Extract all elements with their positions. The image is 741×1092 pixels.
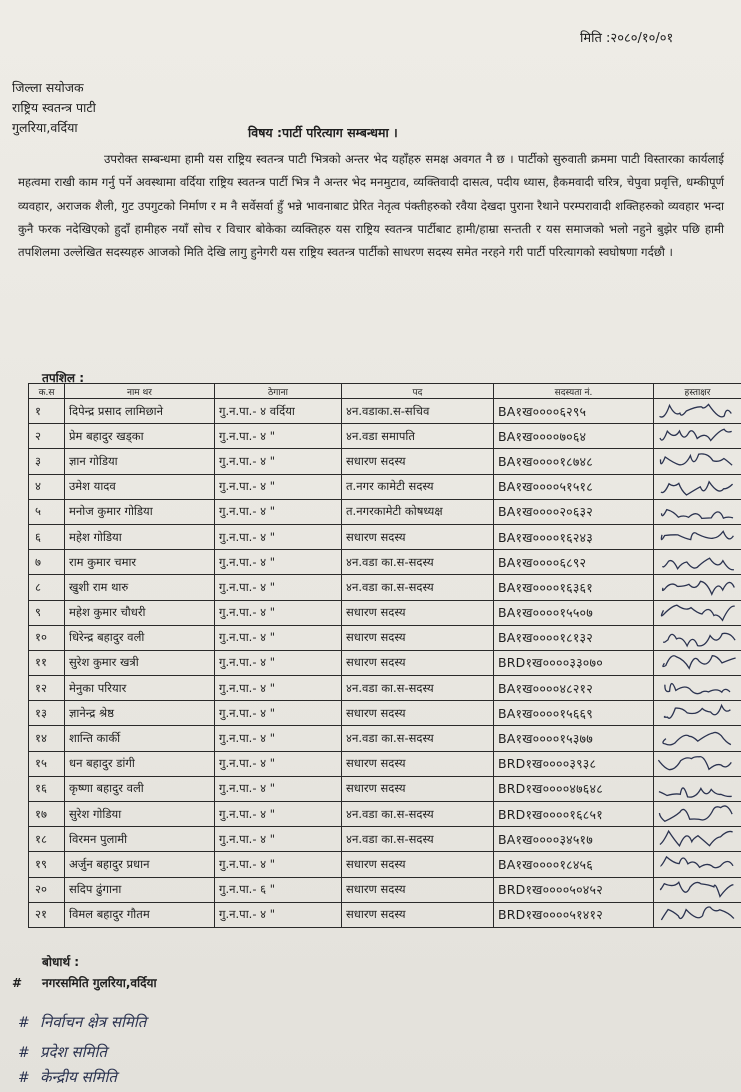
row-post: ४न.वडा का.स-सदस्य — [342, 802, 494, 827]
handwritten-cc-central — [18, 1060, 318, 1090]
row-name: विरमन पुलामी — [65, 827, 215, 852]
signature-scribble — [654, 852, 741, 876]
table-header-row — [29, 384, 741, 399]
row-membership: BA१ख००००१५५०७ — [494, 600, 654, 625]
row-serial: २१ — [29, 902, 65, 927]
table-row — [29, 399, 741, 424]
header-serial: क.स — [29, 384, 65, 399]
row-signature — [654, 474, 741, 499]
row-signature — [654, 751, 741, 776]
signature-scribble — [654, 399, 741, 423]
row-address: गु.न.पा.- ४ " — [215, 499, 342, 524]
row-signature — [654, 701, 741, 726]
row-name: धिरेन्द्र बहादुर वली — [65, 625, 215, 650]
row-membership: BRD१ख००००१६८५१ — [494, 802, 654, 827]
row-signature — [654, 399, 741, 424]
row-name: धन बहादुर डांगी — [65, 751, 215, 776]
row-post: सधारण सदस्य — [342, 524, 494, 549]
row-address: गु.न.पा.- ४ " — [215, 852, 342, 877]
signature-scribble — [654, 903, 741, 927]
row-address: गु.न.पा.- ६ " — [215, 877, 342, 902]
row-serial: ५ — [29, 499, 65, 524]
row-signature — [654, 524, 741, 549]
row-name: ज्ञानेन्द्र श्रेष्ठ — [65, 701, 215, 726]
row-membership: BA१ख००००४८२१२ — [494, 676, 654, 701]
signature-scribble — [654, 676, 741, 700]
body-paragraph: उपरोक्त सम्बन्धमा हामी यस राष्ट्रिय स्वतन्त्र पाटी भित्रको अन्तर भेद यहाँहरु समक्ष अवगत नै छ । पार्टीको सुरुवाती क्रममा पाटी विस्तारका कार्यलाई महत्वमा राखी काम गर्नु पर्ने अवस्थामा वर्दिया राष्ट्रिय स्वतन्त्र पार्टी भित्र नै अन्तर भेद मनमुटाव, व्यक्तिवादी दासत्व, पदीय ध्यास, हैकमवादी चरित्र, चेपुवा प्रवृत्ति, धम्कीपूर्ण व्यवहार, अराजक शैली, गुट उपगुटको निर्माण र म नै सर्वेसर्वा हुँ भन्ने भावनाबाट प्रेरित नेतृत्व पंक्तीहरुको रवैया देखदा पुराना रैथाने परम्परावादी शक्तिहरुको व्यवहार भन्दा कुनै फरक नदेखिएको हुदाँ हामीहरु नयाँ सोच र विचार बोकेका व्यक्तिहरु यस राष्ट्रिय स्वतन्त्र पार्टीबाट हामी/हाम्रा सन्तती र यस समाजको भलो नहुने बुझेर पछि हामी तपशिलमा उल्लेखित सदस्यहरु आजको मिति देखि लागु हुनेगरी यस राष्ट्रिय स्वतन्त्र पार्टीको साधरण सदस्य समेत नरहने गरी पार्टी परित्यागको स्वघोषणा गर्दछौ । — [18, 152, 724, 260]
header-address: ठेगाना — [215, 384, 342, 399]
row-membership: BA१ख००००६२९५ — [494, 399, 654, 424]
row-signature — [654, 424, 741, 449]
row-membership: BA१ख००००१६३६१ — [494, 575, 654, 600]
row-post: सधारण सदस्य — [342, 776, 494, 801]
row-name: कृष्णा बहादुर वली — [65, 776, 215, 801]
row-address: गु.न.पा.- ४ " — [215, 701, 342, 726]
row-membership: BRD१ख००००३९३८ — [494, 751, 654, 776]
row-name: प्रेम बहादुर खड्का — [65, 424, 215, 449]
recipient-title: जिल्ला सयोजक — [12, 80, 84, 95]
row-membership: BRD१ख००००३३०७० — [494, 650, 654, 675]
row-membership: BA१ख००००१८४५६ — [494, 852, 654, 877]
signature-scribble — [654, 626, 741, 650]
table-row — [29, 852, 741, 877]
row-name: खुशी राम थारु — [65, 575, 215, 600]
row-address: गु.न.पा.- ४ " — [215, 827, 342, 852]
row-serial: २० — [29, 877, 65, 902]
row-post: ४न.वडाका.स-सचिव — [342, 399, 494, 424]
row-serial: १५ — [29, 751, 65, 776]
cc-municipal-text: नगरसमिति गुलरिया,वर्दिया — [42, 976, 157, 990]
table-row — [29, 474, 741, 499]
signature-scribble — [654, 475, 741, 499]
row-membership: BRD१ख००००५१४१२ — [494, 902, 654, 927]
row-serial: ९ — [29, 600, 65, 625]
row-name: महेश कुमार चौधरी — [65, 600, 215, 625]
footer-cc — [12, 953, 157, 991]
row-name: राम कुमार चमार — [65, 550, 215, 575]
handwritten-cc-central-text: केन्द्रीय समिति — [40, 1068, 117, 1086]
row-membership: BA१ख००००६८९२ — [494, 550, 654, 575]
letter-body — [18, 148, 724, 264]
row-post: सधारण सदस्य — [342, 902, 494, 927]
row-address: गु.न.पा.- ४ " — [215, 550, 342, 575]
row-address: गु.न.पा.- ४ " — [215, 575, 342, 600]
row-serial: ३ — [29, 449, 65, 474]
row-post: सधारण सदस्य — [342, 877, 494, 902]
row-address: गु.न.पा.- ४ " — [215, 524, 342, 549]
row-name: अर्जुन बहादुर प्रधान — [65, 852, 215, 877]
row-post: सधारण सदस्य — [342, 600, 494, 625]
row-address: गु.न.पा.- ४ " — [215, 625, 342, 650]
row-membership: BA१ख००००७०६४ — [494, 424, 654, 449]
table-row — [29, 524, 741, 549]
signature-scribble — [654, 525, 741, 549]
signature-scribble — [654, 601, 741, 625]
row-serial: १३ — [29, 701, 65, 726]
table-row — [29, 650, 741, 675]
members-table — [28, 383, 741, 928]
row-signature — [654, 827, 741, 852]
row-post: ४न.वडा समापति — [342, 424, 494, 449]
handwritten-cc-province-text: प्रदेश समिति — [40, 1043, 107, 1061]
signature-scribble — [654, 550, 741, 574]
row-serial: १ — [29, 399, 65, 424]
row-address: गु.न.पा.- ४ " — [215, 600, 342, 625]
row-signature — [654, 676, 741, 701]
row-name: सदिप ढुंगाना — [65, 877, 215, 902]
signature-scribble — [654, 651, 741, 675]
row-address: गु.न.पा.- ४ " — [215, 751, 342, 776]
table-row — [29, 625, 741, 650]
table-row — [29, 424, 741, 449]
row-name: महेश गोडिया — [65, 524, 215, 549]
row-membership: BA१ख००००१८१३२ — [494, 625, 654, 650]
row-signature — [654, 726, 741, 751]
row-address: गु.न.पा.- ४ " — [215, 676, 342, 701]
table-row — [29, 902, 741, 927]
row-post: ४न.वडा का.स-सदस्य — [342, 575, 494, 600]
row-membership: BA१ख००००१५६६९ — [494, 701, 654, 726]
row-signature — [654, 575, 741, 600]
row-post: सधारण सदस्य — [342, 701, 494, 726]
table-row — [29, 499, 741, 524]
row-membership: BA१ख००००२०६३२ — [494, 499, 654, 524]
date-line: मिति :२०८०/१०/०१ — [580, 31, 674, 46]
header-signature: हस्ताक्षर — [654, 384, 741, 399]
table-row — [29, 726, 741, 751]
row-post: ४न.वडा का.स-सदस्य — [342, 676, 494, 701]
signature-scribble — [654, 827, 741, 851]
signature-scribble — [654, 777, 741, 801]
row-signature — [654, 600, 741, 625]
row-serial: १८ — [29, 827, 65, 852]
row-signature — [654, 449, 741, 474]
row-signature — [654, 625, 741, 650]
row-address: गु.न.पा.- ४ वर्दिया — [215, 399, 342, 424]
row-signature — [654, 852, 741, 877]
table-row — [29, 877, 741, 902]
row-name: शान्ति कार्की — [65, 726, 215, 751]
row-membership: BA१ख००००१६२४३ — [494, 524, 654, 549]
recipient-party: राष्ट्रिय स्वतन्त्र पाटी — [12, 100, 96, 115]
row-name: विमल बहादुर गौतम — [65, 902, 215, 927]
svg-text:#: # — [18, 1070, 30, 1086]
row-serial: १४ — [29, 726, 65, 751]
row-signature — [654, 902, 741, 927]
signature-scribble — [654, 575, 741, 599]
row-post: सधारण सदस्य — [342, 449, 494, 474]
row-serial: ११ — [29, 650, 65, 675]
row-membership: BRD१ख००००४७६४८ — [494, 776, 654, 801]
row-post: सधारण सदस्य — [342, 852, 494, 877]
handwritten-cc-constituency-text: निर्वाचन क्षेत्र समिति — [40, 1013, 147, 1031]
row-serial: १९ — [29, 852, 65, 877]
row-signature — [654, 650, 741, 675]
row-name: दिपेन्द्र प्रसाद लामिछाने — [65, 399, 215, 424]
row-signature — [654, 550, 741, 575]
signature-scribble — [654, 727, 741, 751]
table-row — [29, 600, 741, 625]
table-row — [29, 449, 741, 474]
table-row — [29, 802, 741, 827]
row-signature — [654, 776, 741, 801]
row-membership: BA१ख००००१८७४८ — [494, 449, 654, 474]
table-row — [29, 550, 741, 575]
signature-scribble — [654, 424, 741, 448]
row-membership: BA१ख००००१५३७७ — [494, 726, 654, 751]
row-serial: १२ — [29, 676, 65, 701]
row-address: गु.न.पा.- ४ " — [215, 449, 342, 474]
recipient-location: गुलरिया,वर्दिया — [12, 120, 78, 135]
row-address: गु.न.पा.- ४ " — [215, 424, 342, 449]
row-serial: ८ — [29, 575, 65, 600]
row-name: उमेश यादव — [65, 474, 215, 499]
row-serial: १० — [29, 625, 65, 650]
recipient-address — [12, 78, 96, 138]
table-row — [29, 676, 741, 701]
header-name: नाम थर — [65, 384, 215, 399]
signature-scribble — [654, 752, 741, 776]
row-post: त.नगर कामेटी सदस्य — [342, 474, 494, 499]
handwritten-cc-constituency — [18, 1005, 318, 1035]
row-address: गु.न.पा.- ४ " — [215, 776, 342, 801]
row-name: मनोज कुमार गोडिया — [65, 499, 215, 524]
row-name: सुरेश कुमार खत्री — [65, 650, 215, 675]
table-row — [29, 751, 741, 776]
row-post: त.नगरकामेटी कोषध्यक्ष — [342, 499, 494, 524]
row-address: गु.न.पा.- ४ " — [215, 902, 342, 927]
row-signature — [654, 802, 741, 827]
row-address: गु.न.पा.- ४ " — [215, 474, 342, 499]
row-serial: ६ — [29, 524, 65, 549]
row-post: सधारण सदस्य — [342, 751, 494, 776]
cc-heading: बोधार्थ : — [42, 955, 80, 969]
table-row — [29, 827, 741, 852]
cc-line-municipal: # नगरसमिति गुलरिया,वर्दिया — [12, 976, 157, 990]
signature-scribble — [654, 701, 741, 725]
subject-line: विषय :पार्टी परित्याग सम्बन्धमा । — [248, 125, 398, 140]
svg-text:#: # — [18, 1015, 30, 1031]
row-serial: १६ — [29, 776, 65, 801]
row-serial: १७ — [29, 802, 65, 827]
row-signature — [654, 499, 741, 524]
row-post: ४न.वडा का.स-सदस्य — [342, 827, 494, 852]
row-address: गु.न.पा.- ४ " — [215, 726, 342, 751]
row-post: सधारण सदस्य — [342, 650, 494, 675]
signature-scribble — [654, 802, 741, 826]
table-row — [29, 701, 741, 726]
row-serial: ७ — [29, 550, 65, 575]
row-name: सुरेश गोडिया — [65, 802, 215, 827]
row-membership: BRD१ख००००५०४५२ — [494, 877, 654, 902]
header-post: पद — [342, 384, 494, 399]
row-signature — [654, 877, 741, 902]
signature-scribble — [654, 878, 741, 902]
header-membership: सदस्यता नं. — [494, 384, 654, 399]
row-name: ज्ञान गोडिया — [65, 449, 215, 474]
details-label: तपशिल : — [42, 371, 85, 385]
row-post: ४न.वडा का.स-सदस्य — [342, 550, 494, 575]
row-membership: BA१ख००००३४५१७ — [494, 827, 654, 852]
row-post: सधारण सदस्य — [342, 625, 494, 650]
row-serial: ४ — [29, 474, 65, 499]
signature-scribble — [654, 449, 741, 473]
row-post: ४न.वडा का.स-सदस्य — [342, 726, 494, 751]
row-name: मेनुका परियार — [65, 676, 215, 701]
row-address: गु.न.पा.- ४ " — [215, 650, 342, 675]
svg-text:#: # — [18, 1045, 30, 1061]
row-serial: २ — [29, 424, 65, 449]
row-address: गु.न.पा.- ४ " — [215, 802, 342, 827]
table-row — [29, 575, 741, 600]
row-membership: BA१ख००००५१५१८ — [494, 474, 654, 499]
signature-scribble — [654, 500, 741, 524]
table-row — [29, 776, 741, 801]
